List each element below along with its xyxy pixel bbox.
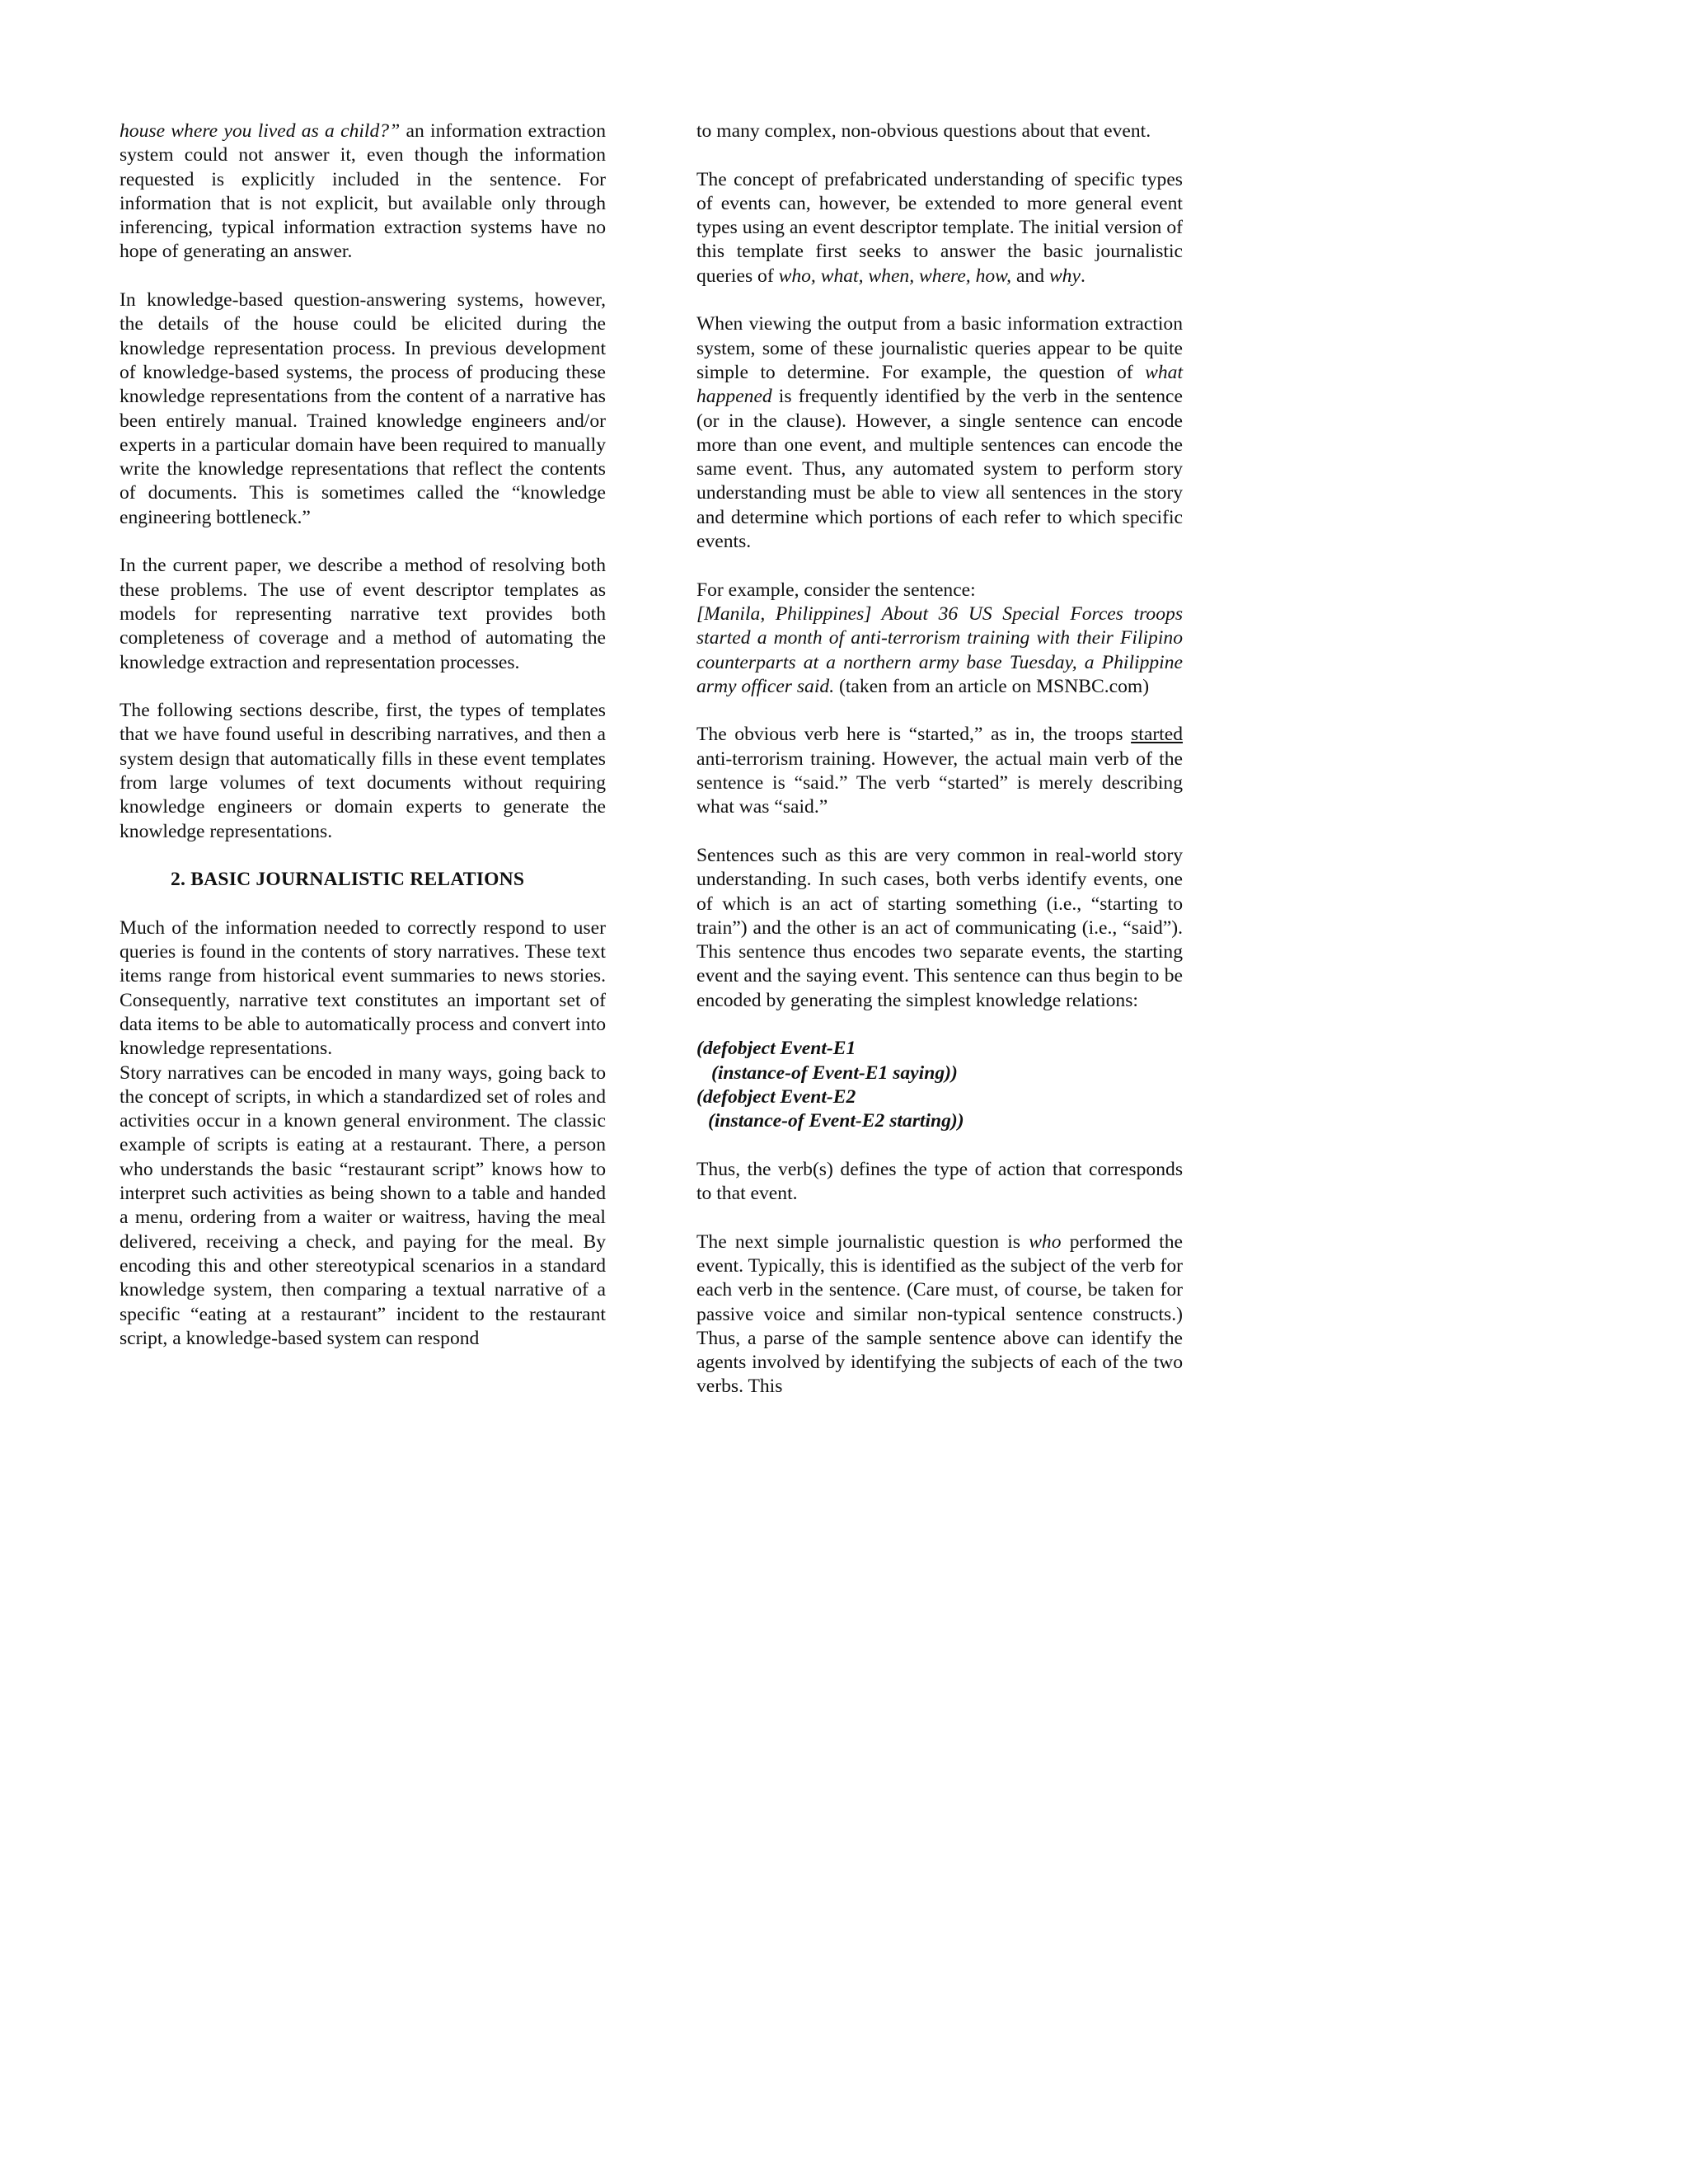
italic-terms: who, what, when, where, how,	[778, 265, 1012, 287]
code-block	[696, 1037, 1183, 1133]
example-source: (taken from an article on MSNBC.com)	[834, 675, 1150, 697]
paragraph: Sentences such as this are very common in real-world story understanding. In such cases, both verbs identify events, one of which is an act of starting something (i.e., “starting to train”) and the other is an act of communicating (i.e., “said”). This sentence thus encodes two separate events, the starting event and the saying event. This sentence can thus begin to be encoded by generating the simplest knowledge relations:	[696, 844, 1183, 1011]
example-intro: For example, consider the sentence:	[696, 579, 976, 601]
paragraph: In the current paper, we describe a method of resolving both these problems. The use of event descriptor templates as models for representing narrative text provides both completeness of coverage and a method of automating the knowledge extraction and representation processes.	[120, 555, 606, 673]
left-column	[120, 120, 606, 1375]
italic-term: what happened	[696, 361, 1183, 408]
paragraph-text: The concept of prefabricated understanding of specific types of events can, however, be extended to more general event types using an event descriptor template. The initial version of this template first seeks to answer the basic journalistic queries of	[696, 168, 1183, 287]
paragraph-text: and	[1011, 265, 1049, 287]
section-heading: 2. BASIC JOURNALISTIC RELATIONS	[171, 869, 525, 891]
code-line: (defobject Event-E1	[696, 1038, 856, 1060]
paragraph-text: .	[1080, 265, 1085, 287]
italic-term: who	[1029, 1230, 1062, 1253]
paragraph: The following sections describe, first, the types of templates that we have found useful in describing narratives, and then a system design that automatically fills in these event templates from large volumes of text documents without requiring knowledge engineers or domain experts to generate the knowledge representations.	[120, 700, 606, 842]
italic-quote: house where you lived as a child?”	[120, 120, 401, 142]
code-line: (instance-of Event-E1 saying))	[711, 1062, 958, 1084]
paragraph: Thus, the verb(s) defines the type of action that corresponds to that event.	[696, 1158, 1183, 1205]
paragraph-text: is frequently identified by the verb in the sentence (or in the clause). However, a single sentence can encode more than one event, and multiple sentences can encode the same event. Thus, any automated system to perform story understanding must be able to view all sentences in the story and determine which portions of each refer to which specific events.	[696, 386, 1183, 553]
paragraph: In knowledge-based question-answering systems, however, the details of the house could be elicited during the knowledge representation process. In previous development of knowledge-based systems, the process of producing these knowledge representations from the content of a narrative has been entirely manual. Trained knowledge engineers and/or experts in a particular domain have been required to manually write the knowledge representations that reflect the contents of documents. This is sometimes called the “knowledge engineering bottleneck.”	[120, 289, 606, 528]
code-line: (instance-of Event-E2 starting))	[708, 1110, 964, 1132]
italic-term: why	[1048, 265, 1081, 287]
paragraph-text: an information extraction system could not answer it, even though the information requested is explicitly included in the sentence. For information that is not explicit, but available only through inferencing, typical information extraction systems have no hope of generating an answer.	[120, 120, 607, 263]
paragraph	[696, 1230, 1183, 1399]
paragraph: Story narratives can be encoded in many ways, going back to the concept of scripts, in which a standardized set of roles and activities occur in a known general environment. The classic example of scripts is eating at a restaurant. There, a person who understands the basic “restaurant script” knows how to interpret such activities as being shown to a table and handed a menu, ordering from a waiter or waitress, having the meal delivered, receiving a check, and paying for the meal. By encoding this and other stereotypical scenarios in a standard knowledge system, then comparing a textual narrative of a specific “eating at a restaurant” incident to the restaurant script, a knowledge-based system can respond	[120, 1062, 606, 1349]
paragraph	[696, 168, 1183, 288]
paragraph-text: The next simple journalistic question is	[696, 1230, 1029, 1253]
paragraph-text: When viewing the output from a basic information extraction system, some of these journalistic queries appear to be quite simple to determine. For example, the question of	[696, 313, 1183, 383]
paragraph	[696, 723, 1183, 819]
right-column	[696, 120, 1183, 1399]
paragraph: Much of the information needed to correctly respond to user queries is found in the contents of story narratives. These text items range from historical event summaries to news stories. Consequently, narrative text constitutes an important set of data items to be able to automatically process and convert into knowledge representations.	[120, 916, 606, 1060]
paragraph	[696, 312, 1183, 554]
paragraph-text: anti-terrorism training. However, the actual main verb of the sentence is “said.” The verb “started” is merely describing what was “said.”	[696, 748, 1183, 818]
paragraph	[696, 579, 1183, 699]
code-line: (defobject Event-E2	[696, 1085, 856, 1108]
example-sentence: [Manila, Philippines] About 36 US Special Forces troops started a month of anti-terrorism training with their Filipino counterparts at a northern army base Tuesday, a Philippine army officer said.	[696, 602, 1183, 697]
paragraph: to many complex, non-obvious questions about that event.	[696, 120, 1151, 142]
paragraph-text: performed the event. Typically, this is identified as the subject of the verb for each verb in the sentence. (Care must, of course, be taken for passive voice and similar non-typical sentence constructs.) Thus, a parse of the sample sentence above can identify the agents involved by identifying the subjects of each of the two verbs. This	[696, 1230, 1183, 1398]
paragraph-text: The obvious verb here is “started,” as in, the troops	[696, 724, 1132, 746]
underlined-term: started	[1131, 724, 1183, 746]
paragraph	[120, 120, 606, 265]
